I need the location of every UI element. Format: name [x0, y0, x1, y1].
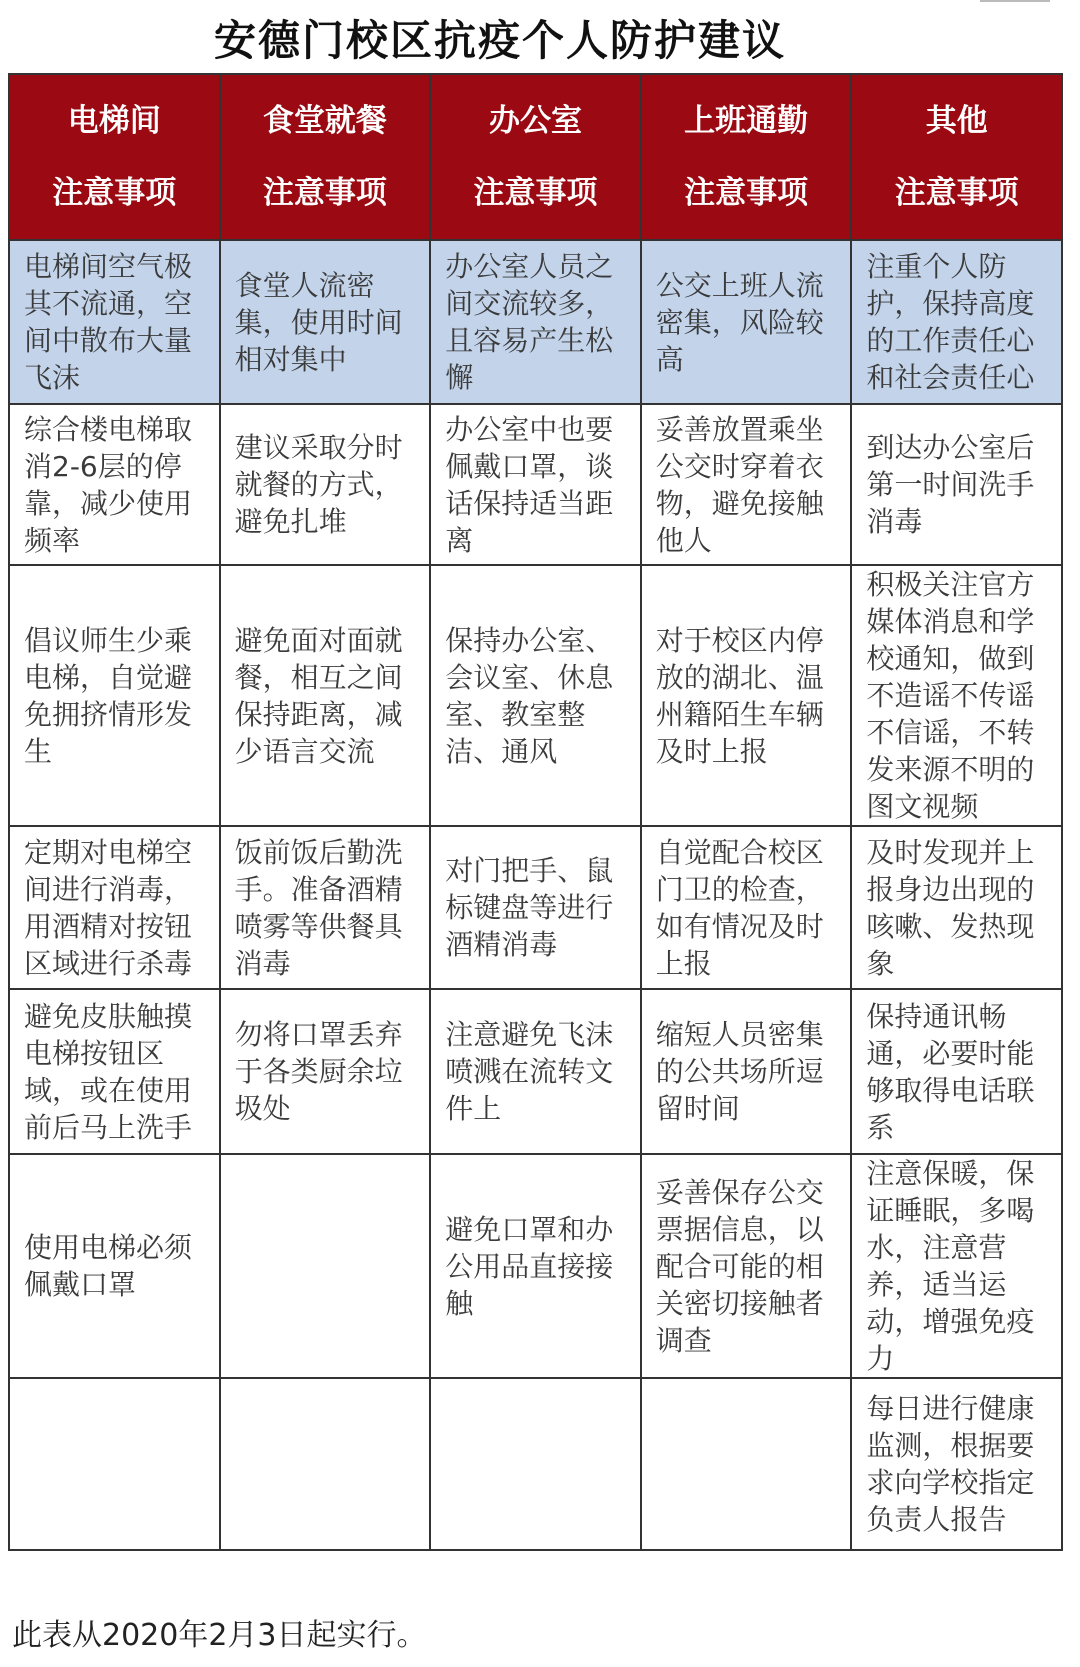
table-cell: 积极关注官方媒体消息和学校通知，做到不造谣不传谣不信谣，不转发来源不明的图文视频	[851, 565, 1062, 826]
table-cell: 对门把手、鼠标键盘等进行酒精消毒	[430, 826, 641, 989]
table-cell: 妥善保存公交票据信息，以配合可能的相关密切接触者调查	[641, 1154, 852, 1378]
column-header-line: 办公室	[488, 103, 582, 139]
table-cell: 使用电梯必须佩戴口罩	[9, 1154, 220, 1378]
table-cell	[430, 1378, 641, 1550]
table-cell: 电梯间空气极其不流通，空间中散布大量飞沫	[9, 240, 220, 404]
header-row	[9, 74, 1062, 240]
column-header-other	[851, 74, 1062, 240]
column-header-line: 注意事项	[684, 175, 809, 211]
table-row	[9, 404, 1062, 565]
table-cell: 自觉配合校区门卫的检查，如有情况及时上报	[641, 826, 852, 989]
table-cell	[641, 1378, 852, 1550]
table-cell: 综合楼电梯取消2-6层的停靠，减少使用频率	[9, 404, 220, 565]
column-header-line: 上班通勤	[684, 103, 809, 139]
footer-note: 此表从2020年2月3日起实行。	[12, 1618, 427, 1653]
column-header-line: 其他	[925, 103, 988, 139]
table-cell: 注意避免飞沫喷溅在流转文件上	[430, 989, 641, 1154]
advice-table	[8, 73, 1063, 1551]
table-cell: 避免面对面就餐，相互之间保持距离，减少语言交流	[220, 565, 431, 826]
table-cell: 办公室人员之间交流较多，且容易产生松懈	[430, 240, 641, 404]
table-cell: 对于校区内停放的湖北、温州籍陌生车辆及时上报	[641, 565, 852, 826]
column-header-line: 注意事项	[473, 175, 598, 211]
table-row	[9, 989, 1062, 1154]
column-header-line: 注意事项	[262, 175, 387, 211]
column-header-line: 注意事项	[52, 175, 177, 211]
table-cell: 及时发现并上报身边出现的咳嗽、发热现象	[851, 826, 1062, 989]
top-edge-line	[980, 0, 1050, 2]
table-cell: 办公室中也要佩戴口罩，谈话保持适当距离	[430, 404, 641, 565]
table-cell	[220, 1378, 431, 1550]
table-cell: 避免口罩和办公用品直接接触	[430, 1154, 641, 1378]
table-cell: 定期对电梯空间进行消毒，用酒精对按钮区域进行杀毒	[9, 826, 220, 989]
table-cell: 注重个人防护，保持高度的工作责任心和社会责任心	[851, 240, 1062, 404]
table-cell: 食堂人流密集，使用时间相对集中	[220, 240, 431, 404]
column-header-line: 电梯间	[67, 103, 161, 139]
table-cell: 倡议师生少乘电梯，自觉避免拥挤情形发生	[9, 565, 220, 826]
table-cell: 公交上班人流密集，风险较高	[641, 240, 852, 404]
page-title: 安德门校区抗疫个人防护建议	[213, 16, 786, 65]
table-cell: 到达办公室后第一时间洗手消毒	[851, 404, 1062, 565]
table-row	[9, 826, 1062, 989]
table-cell: 妥善放置乘坐公交时穿着衣物，避免接触他人	[641, 404, 852, 565]
column-header-line: 食堂就餐	[262, 103, 387, 139]
table-cell: 每日进行健康监测，根据要求向学校指定负责人报告	[851, 1378, 1062, 1550]
table-cell	[9, 1378, 220, 1550]
table-cell	[220, 1154, 431, 1378]
column-header-office	[430, 74, 641, 240]
table-cell: 缩短人员密集的公共场所逗留时间	[641, 989, 852, 1154]
column-header-canteen	[220, 74, 431, 240]
table-cell: 建议采取分时就餐的方式，避免扎堆	[220, 404, 431, 565]
table-cell: 勿将口罩丢弃于各类厨余垃圾处	[220, 989, 431, 1154]
column-header-commute	[641, 74, 852, 240]
table-cell: 保持通讯畅通，必要时能够取得电话联系	[851, 989, 1062, 1154]
table-cell: 注意保暖，保证睡眠，多喝水，注意营养，适当运动，增强免疫力	[851, 1154, 1062, 1378]
column-header-line: 注意事项	[894, 175, 1019, 211]
column-header-elevator	[9, 74, 220, 240]
table-cell: 保持办公室、会议室、休息室、教室整洁、通风	[430, 565, 641, 826]
table-row-risk	[9, 240, 1062, 404]
table-row	[9, 1378, 1062, 1550]
table-row	[9, 565, 1062, 826]
table-cell: 饭前饭后勤洗手。准备酒精喷雾等供餐具消毒	[220, 826, 431, 989]
table-cell: 避免皮肤触摸电梯按钮区域，或在使用前后马上洗手	[9, 989, 220, 1154]
table-row	[9, 1154, 1062, 1378]
